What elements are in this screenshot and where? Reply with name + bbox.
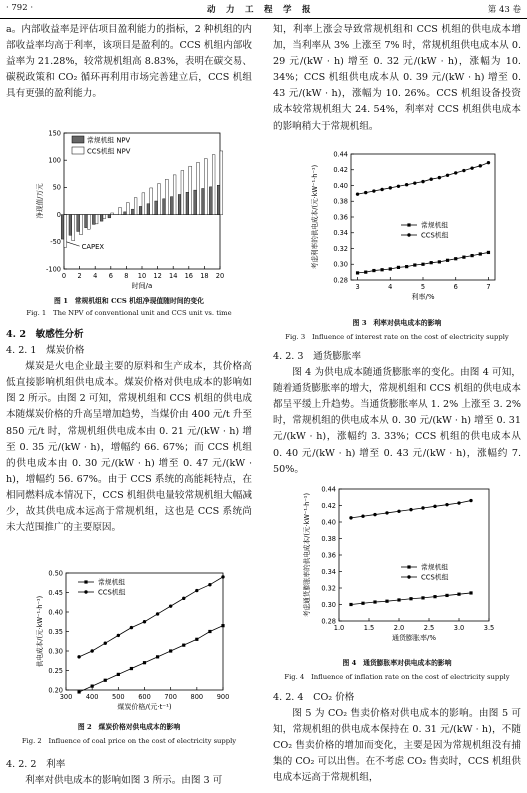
data-point (364, 191, 367, 194)
data-point (195, 638, 198, 641)
bar (197, 162, 200, 214)
x-tick-label: 12 (153, 272, 162, 280)
data-point (445, 503, 448, 506)
bar (178, 194, 181, 214)
y-tick-label: -100 (46, 265, 61, 274)
data-point (364, 271, 367, 274)
bar (126, 203, 129, 215)
data-point (469, 591, 472, 594)
x-tick-label: 0 (61, 272, 67, 280)
data-point (487, 251, 490, 254)
bar (150, 188, 153, 215)
legend-label: CCS机组 (421, 231, 449, 240)
data-point (195, 589, 198, 592)
bar (100, 215, 103, 222)
y-tick-label: 0.30 (333, 260, 348, 269)
y-tick-label: 0.32 (321, 584, 336, 593)
paragraph: 利率对供电成本的影响如图 3 所示。由图 3 可 (25, 775, 223, 787)
bar (95, 215, 98, 224)
bar (186, 192, 189, 214)
y-tick-label: 0 (56, 210, 61, 219)
x-axis-label: 利率/% (411, 293, 435, 301)
legend-marker (407, 565, 410, 568)
data-point (182, 597, 185, 600)
data-point (130, 667, 133, 670)
bar (108, 215, 111, 218)
data-point (397, 266, 400, 269)
data-point (433, 595, 436, 598)
right-column-top (273, 22, 521, 135)
bar (69, 215, 72, 236)
bar (155, 201, 158, 215)
data-point (385, 511, 388, 514)
bar (87, 215, 90, 230)
y-tick-label: 0.42 (321, 501, 336, 510)
y-tick-label: 0.44 (333, 150, 348, 159)
x-tick-label: 3 (355, 283, 360, 291)
bar (209, 187, 212, 215)
annotation-label: CAPEX (81, 243, 105, 252)
y-tick-label: 0.38 (321, 534, 336, 543)
data-point (117, 673, 120, 676)
paragraph: 知，利率上涨会导致常规机组和 CCS 机组的供电成本增加，当利率从 3% 上涨至 7% 时，常规机组供电成本从 0. 29 元/(kW · h) 增至 0. 32 元/(kW · h)，涨幅为 10. 34%；CCS 机组供电成本从 0. 39 元/(kW · h) 增至 0. 43 元/(kW · h)，涨幅为 10. 26%。CCS 机组设备投资成本较常规机组大 24. 54%，利率对 CCS 机组供电成本的影响稍大于常规机组。 (273, 24, 521, 132)
y-axis-label: 净现值/万元 (36, 183, 44, 219)
legend-label: CCS机组 (98, 588, 126, 597)
bar (194, 190, 197, 214)
data-point (169, 604, 172, 607)
x-tick-label: 1.0 (333, 624, 345, 632)
data-point (446, 174, 449, 177)
bar (61, 215, 64, 239)
x-tick-label: 6 (108, 272, 113, 280)
data-point (104, 642, 107, 645)
x-tick-label: 2.5 (423, 624, 435, 632)
x-tick-label: 700 (164, 693, 177, 701)
data-point (77, 655, 80, 658)
bar (217, 185, 220, 214)
data-point (349, 603, 352, 606)
y-tick-label: 0.42 (333, 166, 348, 175)
legend-marker (407, 575, 410, 578)
data-point (479, 164, 482, 167)
x-tick-label: 3.0 (453, 624, 465, 632)
plot-frame (66, 573, 223, 690)
bar (111, 213, 114, 215)
journal-title: 动 力 工 程 学 报 (207, 5, 312, 15)
data-point (117, 634, 120, 637)
x-tick-label: 10 (137, 272, 147, 280)
data-point (487, 161, 490, 164)
data-point (405, 183, 408, 186)
paragraph: a。内部收益率是评估项目盈利能力的指标，2 种机组的内部收益率均高于利率，该项目是盈利的。CCS 机组内部收益率为 21.28%，较常规机组高 8.83%，表明在碳交易、碳税政策和 CO₂ 循环再利用市场完善建立后，CCS 机组具有更强的盈利能力。 (6, 24, 252, 100)
paragraph: 图 4 为供电成本随通货膨胀率的变化。由图 4 可知，随着通货膨胀率的增大，常规机组和 CCS 机组的供电成本都呈平缓上升趋势。当通货膨胀率从 1. 2% 上涨至 3. 2% 时，常规机组的供电成本从 0. 30 元/(kW · h) 增至 0. 31 元/(kW · h)，涨幅约 3. 33%；CCS 机组的供电成本从 0. 40 元/(kW · h) 增至 0. 43 元/(kW · h)，涨幅约 7. 50%。 (273, 367, 522, 475)
data-point (421, 596, 424, 599)
y-tick-label: 0.35 (48, 627, 63, 636)
y-tick-label: 100 (48, 156, 61, 165)
subsection-heading: 4. 2. 4 CO₂ 价格 (273, 692, 355, 703)
data-point (385, 600, 388, 603)
data-point (457, 593, 460, 596)
y-tick-label: 0.25 (48, 666, 63, 675)
y-tick-label: 0.28 (333, 276, 348, 285)
fig1-npv-chart (6, 128, 252, 294)
data-point (479, 252, 482, 255)
fig1-caption-en: Fig. 1 The NPV of conventional unit and CCS unit vs. time (26, 309, 232, 317)
fig1-caption-cn: 图 1 常规机组和 CCS 机组净现值随时间的变化 (54, 297, 204, 305)
data-point (462, 169, 465, 172)
bar (92, 215, 95, 225)
bar (165, 179, 168, 214)
y-tick-label: 0.34 (333, 229, 348, 238)
right-column-bottom (273, 690, 521, 787)
bar (170, 197, 173, 215)
bar (134, 198, 137, 215)
data-point (409, 508, 412, 511)
bar (72, 215, 75, 241)
annotation-arrow (66, 242, 79, 246)
bar (103, 215, 106, 219)
data-point (433, 505, 436, 508)
y-tick-label: 0.36 (321, 551, 336, 560)
section-heading: 4. 2 敏感性分析 (6, 329, 84, 340)
fig4-caption-cn: 图 4 通货膨胀率对供电成本的影响 (342, 659, 452, 667)
fig2-caption-en: Fig. 2 Influence of coal price on the cost of electricity supply (21, 737, 237, 745)
data-point (397, 185, 400, 188)
bar (64, 215, 67, 248)
data-point (130, 626, 133, 629)
x-tick-label: 2 (77, 272, 82, 280)
data-point (430, 261, 433, 264)
data-point (208, 583, 211, 586)
bar (189, 166, 192, 214)
data-point (462, 256, 465, 259)
data-point (221, 575, 224, 578)
y-tick-label: 0.38 (333, 197, 348, 206)
fig2-coal-price-chart (6, 569, 252, 719)
data-point (429, 178, 432, 181)
data-point (208, 630, 211, 633)
data-point (470, 166, 473, 169)
data-point (156, 655, 159, 658)
bar (163, 199, 166, 215)
bar (85, 215, 88, 228)
data-point (389, 267, 392, 270)
bar (212, 155, 215, 215)
page-number: · 792 · (6, 3, 34, 13)
legend-swatch (72, 147, 84, 154)
y-tick-label: 50 (52, 183, 61, 192)
data-point (356, 192, 359, 195)
data-point (169, 649, 172, 652)
x-tick-label: 300 (59, 693, 73, 701)
y-tick-label: 0.40 (333, 181, 348, 190)
legend-label: 常规机组 (98, 578, 126, 587)
y-tick-label: 0.45 (48, 588, 63, 597)
x-tick-label: 600 (138, 693, 151, 701)
data-point (457, 501, 460, 504)
fig2-caption-cn: 图 2 煤炭价格对供电成本的影响 (77, 723, 181, 731)
data-point (143, 620, 146, 623)
series-line (358, 163, 489, 195)
legend-label: CCS机组 (421, 573, 449, 582)
data-point (373, 600, 376, 603)
x-tick-label: 4 (93, 272, 98, 280)
fig4-inflation-chart (273, 483, 521, 653)
fig4-caption-en: Fig. 4 Influence of inflation rate on the cost of electricity supply (284, 673, 510, 681)
x-axis-label: 时间/a (131, 282, 153, 290)
data-point (356, 271, 359, 274)
bar (124, 212, 127, 215)
data-point (182, 644, 185, 647)
data-point (405, 265, 408, 268)
data-point (421, 506, 424, 509)
y-axis-label: 供电成本/(元·kW⁻¹·h⁻¹) (36, 595, 44, 668)
y-tick-label: 0.40 (48, 608, 63, 617)
legend-label: 常规机组 (421, 221, 449, 230)
bar (204, 159, 207, 215)
data-point (104, 679, 107, 682)
data-point (470, 254, 473, 257)
bar (202, 188, 205, 214)
legend-swatch (72, 136, 84, 143)
x-tick-label: 400 (85, 693, 99, 701)
data-point (445, 594, 448, 597)
fig3-interest-rate-chart (273, 150, 521, 310)
bar (158, 184, 161, 215)
y-tick-label: 0.44 (321, 485, 336, 494)
volume-number: 第 43 卷 (487, 5, 521, 15)
x-tick-label: 6 (453, 283, 458, 291)
data-point (143, 661, 146, 664)
x-tick-label: 18 (200, 272, 209, 280)
x-tick-label: 500 (112, 693, 125, 701)
x-tick-label: 3.5 (483, 624, 495, 632)
legend-marker (407, 233, 410, 236)
x-tick-label: 7 (486, 283, 491, 291)
legend-label: 常规机组 (421, 563, 449, 572)
data-point (156, 612, 159, 615)
bar (181, 171, 184, 215)
bar (80, 215, 83, 235)
left-column-bottom (6, 757, 252, 789)
bar (131, 209, 134, 214)
bar (119, 208, 122, 215)
data-point (469, 499, 472, 502)
fig3-caption-cn: 图 3 利率对供电成本的影响 (352, 319, 442, 327)
data-point (373, 513, 376, 516)
legend-marker (407, 223, 410, 226)
data-point (389, 186, 392, 189)
data-point (349, 516, 352, 519)
bar (220, 151, 223, 215)
bar (147, 204, 150, 215)
plot-frame (339, 489, 489, 621)
y-tick-label: 0.36 (333, 213, 348, 222)
legend-label: 常规机组 NPV (87, 136, 131, 145)
y-tick-label: 0.34 (321, 567, 336, 576)
series-line (79, 626, 223, 692)
data-point (361, 602, 364, 605)
data-point (380, 188, 383, 191)
x-tick-label: 16 (184, 272, 193, 280)
y-tick-label: 0.32 (333, 244, 348, 253)
subsection-heading: 4. 2. 2 利率 (6, 759, 66, 770)
legend-marker (84, 580, 87, 583)
bar (142, 193, 145, 215)
legend-marker (84, 590, 87, 593)
data-point (454, 257, 457, 260)
y-tick-label: 0.28 (321, 617, 336, 626)
x-tick-label: 4 (388, 283, 393, 291)
data-point (90, 649, 93, 652)
data-point (380, 268, 383, 271)
paragraph: 煤炭是火电企业最主要的原料和生产成本，其价格高低直接影响机组供电成本。煤炭价格对供电成本的影响如图 2 所示。由图 2 可知，常规机组和 CCS 机组的供电成本随煤炭价格的升高呈增加趋势，当煤价由 400 元/t 升至 850 元/t 时，常规机组供电成本由 0. 21 元/(kW · h) 增至 0. 35 元/(kW · h)，增幅约 66. 67%；而 CCS 机组的供电成本由 0. 30 元/(kW · h) 增至 0. 47 元/(kW · h)，增幅约 56. 67%。由于 CCS 系统的高能耗特点，在相同燃料成本情况下，CCS 机组供电量较常规机组大幅减少，故其供电成本远高于常规机组，这也是 CCS 系统尚未大范围推广的主要原因。 (6, 361, 252, 534)
paragraph: 图 5 为 CO₂ 售卖价格对供电成本的影响。由图 5 可知，常规机组的供电成本保持在 0. 31 元/(kW · h)，不随 CO₂ 售卖价格的增加而变化，主要是因为常规机组没有捕集的 CO₂ 可以出售。在不考虑 CO₂ 售卖时，CCS 机组供电成本远高于常规机组， (273, 708, 521, 784)
subsection-heading: 4. 2. 1 煤炭价格 (6, 345, 85, 357)
data-point (421, 263, 424, 266)
subsection-heading: 4. 2. 3 通货膨胀率 (273, 351, 362, 362)
x-tick-label: 2.0 (393, 624, 405, 632)
data-point (397, 598, 400, 601)
y-axis-label: 考虑利率的供电成本/(元·kW⁻¹·h⁻¹) (311, 164, 319, 270)
data-point (413, 263, 416, 266)
data-point (397, 510, 400, 513)
data-point (413, 181, 416, 184)
y-tick-label: 150 (48, 129, 61, 138)
data-point (454, 171, 457, 174)
legend-label: CCS机组 NPV (87, 147, 131, 156)
plot-frame (351, 154, 495, 280)
y-tick-label: 0.20 (48, 686, 63, 695)
right-column-mid (273, 349, 521, 478)
y-axis-label: 考虑通货膨胀率的供电成本/(元·kW⁻¹·h⁻¹) (303, 492, 311, 618)
bar (173, 175, 176, 215)
y-tick-label: 0.30 (48, 647, 63, 656)
data-point (438, 260, 441, 263)
data-point (91, 685, 94, 688)
data-point (446, 259, 449, 262)
data-point (438, 176, 441, 179)
left-column-mid (6, 327, 252, 536)
y-tick-label: -50 (50, 238, 61, 247)
data-point (409, 597, 412, 600)
data-point (421, 180, 424, 183)
x-tick-label: 900 (216, 693, 230, 701)
x-tick-label: 800 (190, 693, 204, 701)
bar (77, 215, 80, 232)
y-tick-label: 0.50 (48, 569, 63, 578)
x-tick-label: 1.5 (363, 624, 375, 632)
data-point (77, 690, 80, 693)
x-tick-label: 20 (215, 272, 225, 280)
data-point (372, 189, 375, 192)
x-tick-label: 5 (420, 283, 426, 291)
data-point (372, 269, 375, 272)
x-tick-label: 14 (169, 272, 178, 280)
fig3-caption-en: Fig. 3 Influence of interest rate on the cost of electricity supply (285, 333, 509, 341)
left-column-top (6, 22, 252, 102)
page-header (0, 0, 527, 19)
x-axis-label: 通货膨胀率/% (391, 634, 437, 642)
y-tick-label: 0.40 (321, 518, 336, 527)
x-axis-label: 煤炭价格/(元·t⁻¹) (117, 703, 172, 711)
x-tick-label: 8 (124, 272, 129, 280)
y-tick-label: 0.30 (321, 600, 336, 609)
data-point (221, 624, 224, 627)
data-point (361, 515, 364, 518)
bar (139, 206, 142, 214)
